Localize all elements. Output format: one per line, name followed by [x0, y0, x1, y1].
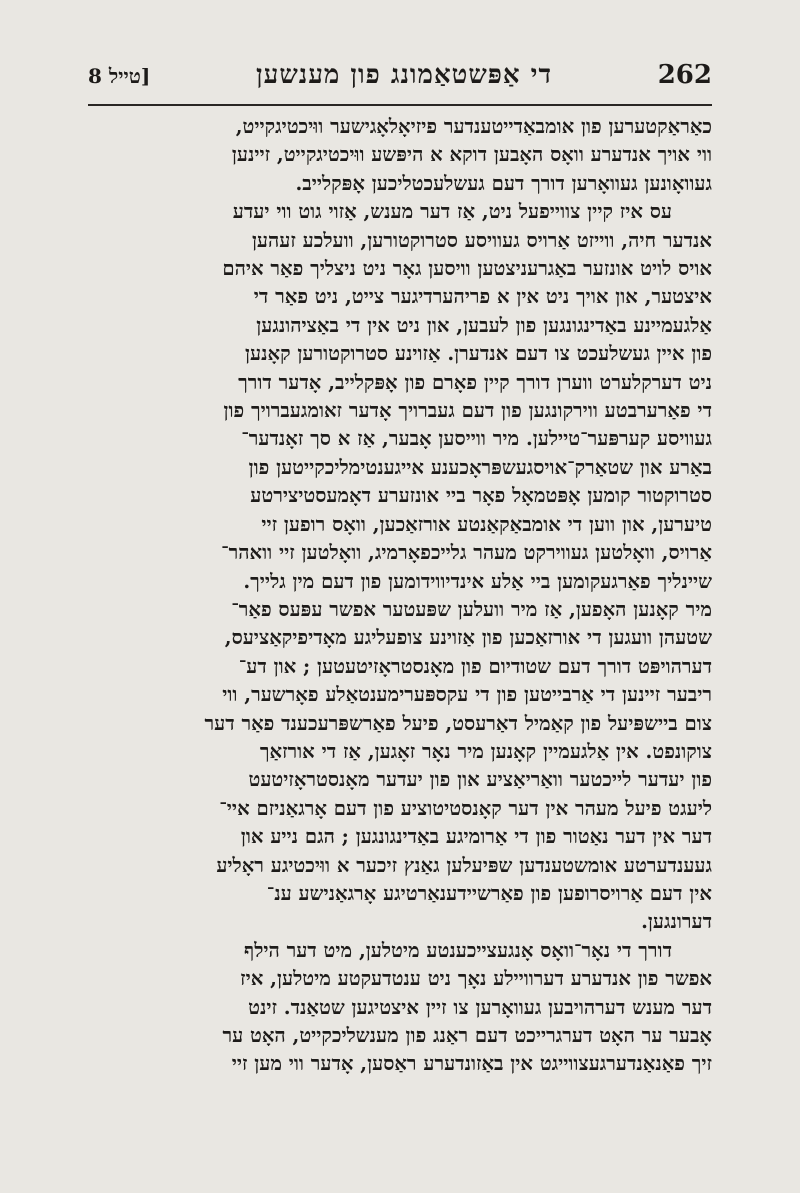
text-line: אַרויס, וואָלטען געווירקט מעהר גלייכפאָרמיג, וואָלטען זיי וואהר־: [221, 541, 712, 565]
text-line: געוואָונען געוואָרען דורך דעם געשלעכטליכען אָפּקלייב.: [295, 171, 712, 195]
text-line: שיינליך פאַרגעקומען ביי אַלע אינדיווידומען פון דעם מין גלייך.: [243, 569, 712, 593]
text-line: ווי אויך אנדערע וואָס האָבען דוקא א היפּשע ווּיכטיגקייט, זיינען: [231, 143, 712, 167]
running-title: די אַפּשטאַמונג פון מענשען: [256, 60, 552, 90]
text-line: אפשר פון אנדערע דערוויילע נאָך ניט ענטדעקטע מיטלען, איז: [240, 967, 712, 991]
paragraph: [88, 198, 712, 937]
text-line: צום ביישפּיעל פון קאַמיל דאַרעסט, פיעל פאַרשפּרעכענד פאַר דער: [204, 711, 712, 735]
text-line: דערונגען.: [641, 910, 712, 934]
text-line: פון איין געשלעכט צו דעם אנדערן. אַזוינע סטרוקטורען קאָנען: [245, 342, 712, 366]
paragraph: [88, 937, 712, 1079]
text-line: אין דעם אַרויסרופען פון פאַרשיידענאַרטיגע אָרגאַנישע ענ־: [266, 881, 712, 905]
page-header: [88, 60, 712, 100]
page-number: 262: [657, 60, 712, 90]
text-line: דורך די נאָר־וואָס אָנגעצייכענטע מיטלען, מיט דער הילף: [244, 938, 672, 962]
text-line: אָבער ער האָט דערגרייכט דעם ראַנג פון מענשליכקייט, האָט ער: [222, 1024, 712, 1047]
text-line: אַלגעמיינע באַדינגונגען פון לעבען, און ניט אין די באַציהונגען: [256, 313, 712, 337]
text-line: ליעגט פיעל מעהר אין דער קאָנסטיטוציע פון דעם אָרגאַניזם איי־: [219, 796, 712, 820]
text-line: כאַראַקטערען פון אומבאַדייטענדער פיזיאָלאָגישער ווּיכטיגקייט,: [235, 115, 712, 138]
part-label: [טייל 8: [88, 64, 151, 88]
text-line: אויס לויט אונזער באַגרעניצטען וויסען גאָר ניט ניצליך פאַר איהם: [222, 257, 712, 281]
text-line: שטעהן וועגען די אורזאַכען פון אַזוינע צופעליגע מאָדיפיקאַציעס,: [224, 626, 712, 650]
text-line: סטרוקטור קומען אָפּטמאָל פאָר ביי אונזערע דאָמעסטיצירטע: [250, 484, 712, 508]
text-line: ריבער זיינען די אַרבייטען פון די עקספּערימענטאַלע פאָרשער, ווי: [222, 683, 712, 707]
body-text: [88, 113, 712, 1079]
text-line: דערהויפּט דורך דעם שטודיום פון מאָנסטראָזיטעטען ; און דע־: [238, 654, 712, 678]
text-line: טיערען, און ווען די אומבאַקאַנטע אורזאַכען, וואָס רופען זיי: [261, 512, 712, 536]
text-line: געענדערטע אומשטענדען שפּיעלען גאַנץ זיכער א ווּיכטיגע ראָליע: [216, 853, 712, 877]
text-line: געוויסע קערפּער־טיילען. מיר ווייסען אָבער, אַז א סך זאָנדער־: [241, 427, 712, 451]
paragraph: [88, 113, 712, 198]
text-line: ניט דערקלערט ווערן דורך קיין פאָרם פון אָפּקלייב, אָדער דורך: [238, 370, 712, 394]
header-rule: [88, 104, 712, 106]
text-line: דער מענש דערהויבען געוואָרען צו זיין איצטיגען שטאַנד. זינט: [248, 995, 712, 1019]
text-line: פון יעדער לייכטער וואַריאַציע און פון יעדער מאָנסטראָזיטעט: [248, 768, 712, 792]
text-line: מיר קאָנען האָפען, אַז מיר וועלען שפּעטער אפשר עפּעס פאַר־: [231, 597, 712, 621]
text-line: די פאַרערבטע ווירקונגען פון דעם געברויך אָדער זאומגעברויך פון: [223, 399, 712, 423]
text-line: באַרע און שטאַרק־אויסגעשפּראָכענע אייגענטימליכקייטען פון: [248, 455, 712, 479]
text-line: זיך פאַנאַנדערגעצווייגט אין באַזונדערע ראַסען, אָדער ווי מען זיי: [231, 1052, 712, 1076]
text-line: אנדער חיה, ווייזט אַרויס געוויסע סטרוקטורען, וועלכע זעהען: [251, 228, 712, 252]
text-line: צוקונפט. אין אַלגעמיין קאָנען מיר נאָר זאָגען, אַז די אורזאַך: [259, 739, 712, 763]
text-line: דער אין דער נאַטור פון די אַרומיגע באַדינגונגען ; הגם נייע און: [240, 825, 712, 849]
text-line: עס איז קיין צווייפעל ניט, אַז דער מענש, אַזוי גוט ווי יעדע: [232, 200, 672, 224]
text-line: איצטער, און אויך ניט אין א פריהערדיגער צייט, ניט פאַר די: [253, 285, 712, 309]
